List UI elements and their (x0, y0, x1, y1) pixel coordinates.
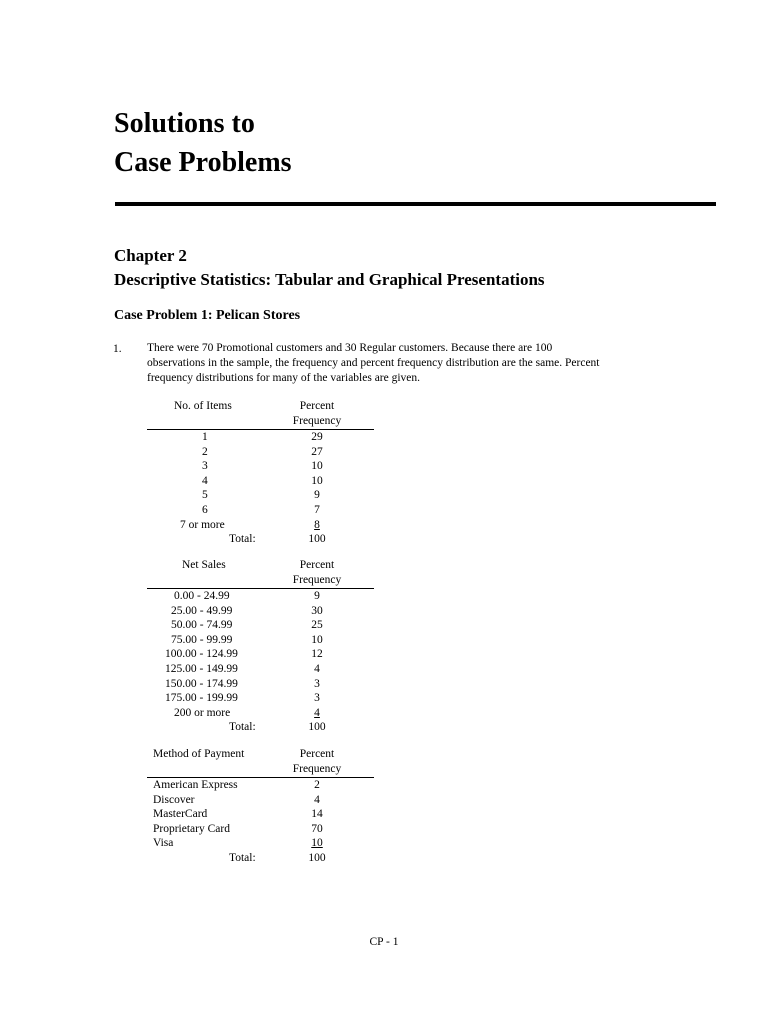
row-value: 12 (311, 648, 323, 661)
table-row (147, 778, 374, 793)
row-label: 175.00 - 199.99 (165, 692, 238, 705)
header-percent: Percent (299, 559, 335, 571)
table-row (147, 662, 374, 677)
table-row (147, 503, 374, 518)
row-label: MasterCard (153, 808, 208, 821)
paragraph-line: frequency distributions for many of the variables are given. (147, 372, 421, 384)
total-value: 100 (308, 533, 326, 546)
row-label: 100.00 - 124.99 (165, 648, 238, 661)
table-row (147, 459, 374, 474)
total-label: Total: (229, 721, 256, 734)
row-value: 9 (314, 590, 320, 602)
row-value: 4 (314, 793, 320, 806)
paragraph-line: There were 70 Promotional customers and 30 Regular customers. Because there are 100 (147, 342, 553, 354)
row-value: 4 (314, 706, 320, 719)
row-label: 25.00 - 49.99 (171, 604, 233, 617)
table-row (147, 604, 374, 619)
row-value: 27 (311, 445, 323, 458)
row-label: 75.00 - 99.99 (171, 633, 233, 646)
row-label: 150.00 - 174.99 (165, 677, 238, 690)
table-row (147, 807, 374, 822)
table-total-row (147, 532, 374, 547)
table-row (147, 706, 374, 721)
header-frequency: Frequency (292, 762, 342, 775)
table-row (147, 633, 374, 648)
row-value: 4 (314, 662, 320, 675)
table-row (147, 822, 374, 837)
item-number: 1. (113, 343, 122, 355)
total-label: Total: (229, 851, 256, 864)
row-label: 4 (202, 474, 208, 487)
row-label: 125.00 - 149.99 (165, 662, 238, 675)
header-frequency: Frequency (292, 414, 342, 427)
row-label: 2 (202, 445, 208, 458)
table-row (147, 445, 374, 460)
chapter-title: Descriptive Statistics: Tabular and Graphical Presentations (114, 270, 545, 289)
table-row (147, 793, 374, 808)
table-row (147, 647, 374, 662)
table-row (147, 474, 374, 489)
row-value: 2 (314, 779, 320, 791)
case-problem-title: Case Problem 1: Pelican Stores (114, 308, 301, 323)
row-value: 10 (311, 474, 323, 487)
column-header-percent-frequency (287, 399, 347, 428)
row-value: 25 (311, 619, 323, 632)
row-label: Discover (153, 793, 195, 806)
document-title-line-2: Case Problems (114, 147, 292, 178)
table-row (147, 618, 374, 633)
total-label: Total: (229, 533, 256, 546)
row-value: 9 (314, 489, 320, 502)
row-label: 5 (202, 489, 208, 502)
row-label: 3 (202, 460, 208, 473)
header-percent: Percent (299, 748, 335, 760)
row-value: 3 (314, 692, 320, 705)
column-header-percent-frequency (287, 558, 347, 587)
row-value: 3 (314, 677, 320, 690)
title-divider (115, 202, 716, 206)
row-value: 10 (311, 633, 323, 646)
header-percent: Percent (299, 400, 335, 412)
row-label: American Express (153, 779, 238, 791)
total-value: 100 (308, 851, 326, 864)
table-row (147, 488, 374, 503)
row-value: 10 (311, 460, 323, 473)
table-row (147, 589, 374, 604)
paragraph-line: observations in the sample, the frequency and percent frequency distribution are the same. Percent (147, 357, 600, 369)
table-row (147, 430, 374, 445)
column-header-items: No. of Items (174, 400, 232, 412)
table-row (147, 691, 374, 706)
column-header-method-of-payment: Method of Payment (153, 748, 245, 760)
table-method-of-payment (147, 747, 374, 866)
row-label: Visa (153, 837, 174, 850)
row-label: 200 or more (174, 706, 231, 719)
row-label: 0.00 - 24.99 (174, 590, 230, 602)
table-row (147, 518, 374, 533)
table-row (147, 836, 374, 851)
table-total-row (147, 720, 374, 735)
row-label: 7 or more (180, 518, 225, 531)
row-value: 8 (314, 518, 320, 531)
row-value: 29 (311, 431, 323, 443)
total-value: 100 (308, 721, 326, 734)
document-title-line-1: Solutions to (114, 108, 255, 139)
row-value: 14 (311, 808, 323, 821)
row-value: 7 (314, 503, 320, 516)
table-number-of-items (147, 399, 374, 547)
row-value: 30 (311, 604, 323, 617)
row-label: Proprietary Card (153, 822, 230, 835)
table-total-row (147, 851, 374, 866)
table-net-sales (147, 558, 374, 735)
row-value: 70 (311, 822, 323, 835)
header-frequency: Frequency (292, 573, 342, 586)
table-header (147, 399, 374, 429)
page-number: CP - 1 (369, 936, 399, 948)
chapter-label: Chapter 2 (114, 246, 187, 265)
table-header (147, 747, 374, 777)
table-header (147, 558, 374, 588)
row-label: 50.00 - 74.99 (171, 619, 233, 632)
item-paragraph (147, 341, 657, 386)
table-row (147, 677, 374, 692)
row-value: 10 (311, 837, 323, 850)
row-label: 6 (202, 503, 208, 516)
column-header-net-sales: Net Sales (182, 559, 226, 571)
column-header-percent-frequency (287, 747, 347, 776)
row-label: 1 (202, 431, 208, 443)
